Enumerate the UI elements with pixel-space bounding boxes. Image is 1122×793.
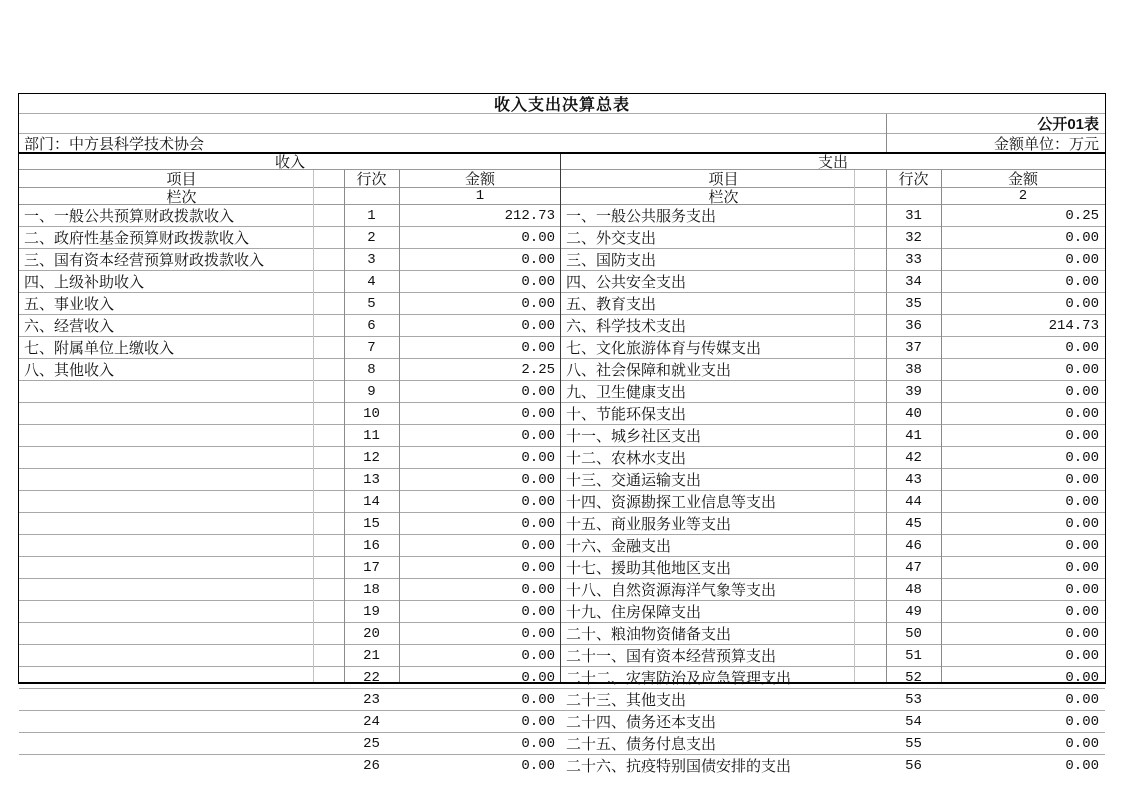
income-line-number: 7 xyxy=(367,339,376,356)
column-header-row xyxy=(19,170,1105,188)
expense-amount: 0.00 xyxy=(1065,625,1099,642)
income-amount: 0.00 xyxy=(521,515,555,532)
expense-amount: 0.00 xyxy=(1065,427,1099,444)
expense-item-label: 十三、交通运输支出 xyxy=(566,472,702,489)
table-row xyxy=(19,271,1105,293)
expense-item-label: 六、科学技术支出 xyxy=(566,318,687,335)
income-amount: 0.00 xyxy=(521,339,555,356)
income-line-number: 21 xyxy=(363,647,380,664)
expense-item-label: 十九、住房保障支出 xyxy=(566,604,702,621)
income-line-header: 行次 xyxy=(356,171,387,187)
income-amount: 0.00 xyxy=(521,383,555,400)
expense-lanci-spacer xyxy=(886,188,941,204)
expense-line-number: 36 xyxy=(905,317,922,334)
income-item-label: 三、国有资本经营预算财政拨款收入 xyxy=(24,252,265,269)
income-item-label xyxy=(19,447,344,468)
income-lanci-label: 栏次 xyxy=(166,188,197,204)
expense-line-header: 行次 xyxy=(898,171,929,187)
income-lanci-spacer xyxy=(344,188,399,204)
income-line-number: 14 xyxy=(363,493,380,510)
expense-item-label: 二十四、债务还本支出 xyxy=(566,714,717,731)
expense-line-number: 52 xyxy=(905,669,922,686)
expense-item-label: 二十二、灾害防治及应急管理支出 xyxy=(566,670,792,687)
income-item-label xyxy=(19,711,344,732)
expense-line-number: 54 xyxy=(905,713,922,730)
income-line-number: 5 xyxy=(367,295,376,312)
income-line-number: 10 xyxy=(363,405,380,422)
expense-item-sub-divider xyxy=(854,170,855,682)
expense-item-label: 十一、城乡社区支出 xyxy=(566,428,702,445)
table-row xyxy=(19,359,1105,381)
income-item-sub-divider xyxy=(313,170,314,682)
expense-amount: 0.00 xyxy=(1065,383,1099,400)
income-item-label xyxy=(19,535,344,556)
expense-lanci-label: 栏次 xyxy=(708,188,739,204)
table-row xyxy=(19,689,1105,711)
table-row xyxy=(19,667,1105,689)
expense-line-number: 32 xyxy=(905,229,922,246)
expense-item-label: 二十五、债务付息支出 xyxy=(566,736,717,753)
income-amount: 0.00 xyxy=(521,295,555,312)
income-item-header: 项目 xyxy=(166,171,197,187)
expense-item-label: 二十六、抗疫特别国债安排的支出 xyxy=(566,758,792,775)
income-item-label: 一、一般公共预算财政拨款收入 xyxy=(24,208,235,225)
income-amount: 0.00 xyxy=(521,449,555,466)
table-row xyxy=(19,447,1105,469)
expense-item-label: 二、外交支出 xyxy=(566,230,657,247)
income-amount: 0.00 xyxy=(521,757,555,774)
income-item-label: 五、事业收入 xyxy=(24,296,115,313)
income-amount: 0.00 xyxy=(521,559,555,576)
income-amount: 0.00 xyxy=(521,427,555,444)
column-index-row xyxy=(19,188,1105,205)
expense-line-number: 35 xyxy=(905,295,922,312)
expense-amount-header: 金额 xyxy=(1007,171,1038,187)
table-row xyxy=(19,733,1105,755)
expense-line-number: 46 xyxy=(905,537,922,554)
income-amount: 0.00 xyxy=(521,471,555,488)
sheet-number-row xyxy=(19,114,1105,134)
expense-item-label: 五、教育支出 xyxy=(566,296,657,313)
table-row xyxy=(19,557,1105,579)
expense-amount: 0.00 xyxy=(1065,713,1099,730)
expense-amount: 0.00 xyxy=(1065,361,1099,378)
expense-item-label: 八、社会保障和就业支出 xyxy=(566,362,732,379)
expense-amount: 0.00 xyxy=(1065,757,1099,774)
income-line-number: 24 xyxy=(363,713,380,730)
income-line-number: 18 xyxy=(363,581,380,598)
expense-line-number: 51 xyxy=(905,647,922,664)
expense-amount: 0.00 xyxy=(1065,669,1099,686)
data-rows xyxy=(19,205,1105,775)
table-row xyxy=(19,535,1105,557)
income-amount: 0.00 xyxy=(521,669,555,686)
expense-line-number: 49 xyxy=(905,603,922,620)
expense-item-label: 九、卫生健康支出 xyxy=(566,384,687,401)
expense-line-number: 50 xyxy=(905,625,922,642)
expense-item-label: 七、文化旅游体育与传媒支出 xyxy=(566,340,762,357)
expense-line-number: 42 xyxy=(905,449,922,466)
expense-item-label: 三、国防支出 xyxy=(566,252,657,269)
table-row xyxy=(19,293,1105,315)
budget-summary-table xyxy=(18,93,1106,775)
expense-amount: 0.00 xyxy=(1065,449,1099,466)
expense-amount: 0.00 xyxy=(1065,405,1099,422)
department-label: 部门：中方县科学技术协会 xyxy=(24,135,205,152)
income-line-number: 12 xyxy=(363,449,380,466)
expense-amount: 0.00 xyxy=(1065,229,1099,246)
income-amount: 0.00 xyxy=(521,273,555,290)
expense-amount: 0.00 xyxy=(1065,581,1099,598)
expense-line-number: 31 xyxy=(905,207,922,224)
income-item-label xyxy=(19,623,344,644)
expense-amount: 0.00 xyxy=(1065,515,1099,532)
expense-amount-col-left-border xyxy=(941,170,942,682)
expense-line-number: 38 xyxy=(905,361,922,378)
income-amount: 0.00 xyxy=(521,735,555,752)
table-title-row xyxy=(19,94,1105,114)
expense-line-number: 33 xyxy=(905,251,922,268)
expense-line-number: 55 xyxy=(905,735,922,752)
income-amount: 0.00 xyxy=(521,603,555,620)
expense-amount: 0.00 xyxy=(1065,691,1099,708)
expense-amount: 0.00 xyxy=(1065,735,1099,752)
section-header-row xyxy=(19,154,1105,170)
expense-amount: 214.73 xyxy=(1048,317,1099,334)
department-row xyxy=(19,134,1105,154)
table-row xyxy=(19,601,1105,623)
expense-item-label: 十二、农林水支出 xyxy=(566,450,687,467)
table-row xyxy=(19,425,1105,447)
expense-item-label: 十、节能环保支出 xyxy=(566,406,687,423)
expense-item-label: 二十、粮油物资储备支出 xyxy=(566,626,732,643)
expense-amount: 0.00 xyxy=(1065,251,1099,268)
income-item-label: 八、其他收入 xyxy=(24,362,115,379)
page-title: 收入支出决算总表 xyxy=(493,97,630,114)
income-amount: 0.00 xyxy=(521,625,555,642)
income-line-number: 16 xyxy=(363,537,380,554)
income-amount: 0.00 xyxy=(521,251,555,268)
table-row xyxy=(19,711,1105,733)
expense-line-number: 40 xyxy=(905,405,922,422)
expense-line-number: 43 xyxy=(905,471,922,488)
table-row xyxy=(19,513,1105,535)
income-line-number: 8 xyxy=(367,361,376,378)
income-item-label xyxy=(19,689,344,710)
expense-amount: 0.00 xyxy=(1065,493,1099,510)
expense-section-header: 支出 xyxy=(817,154,848,169)
income-item-label xyxy=(19,425,344,446)
income-line-number: 2 xyxy=(367,229,376,246)
income-item-label: 七、附属单位上缴收入 xyxy=(24,340,175,357)
income-amount: 0.00 xyxy=(521,713,555,730)
income-line-number: 17 xyxy=(363,559,380,576)
income-amount: 0.00 xyxy=(521,691,555,708)
income-amount: 0.00 xyxy=(521,229,555,246)
income-line-number: 20 xyxy=(363,625,380,642)
income-line-number: 4 xyxy=(367,273,376,290)
income-amount: 0.00 xyxy=(521,537,555,554)
income-amount: 0.00 xyxy=(521,317,555,334)
expense-item-label: 二十三、其他支出 xyxy=(566,692,687,709)
income-item-label xyxy=(19,381,344,402)
expense-line-number: 34 xyxy=(905,273,922,290)
income-line-number: 15 xyxy=(363,515,380,532)
expense-amount: 0.00 xyxy=(1065,603,1099,620)
table-row xyxy=(19,381,1105,403)
table-row xyxy=(19,315,1105,337)
income-amount-header: 金额 xyxy=(464,171,495,187)
table-row xyxy=(19,579,1105,601)
expense-item-label: 十五、商业服务业等支出 xyxy=(566,516,732,533)
income-line-number: 3 xyxy=(367,251,376,268)
table-row xyxy=(19,623,1105,645)
income-line-number: 9 xyxy=(367,383,376,400)
expense-item-label: 二十一、国有资本经营预算支出 xyxy=(566,648,777,665)
income-amount: 212.73 xyxy=(504,207,555,224)
expense-line-number: 48 xyxy=(905,581,922,598)
income-amount-col-left-border xyxy=(399,170,400,682)
expense-line-number: 39 xyxy=(905,383,922,400)
table-row xyxy=(19,755,1105,776)
income-line-number: 25 xyxy=(363,735,380,752)
income-item-label xyxy=(19,513,344,534)
table-row xyxy=(19,227,1105,249)
expense-line-number: 45 xyxy=(905,515,922,532)
expense-amount: 0.00 xyxy=(1065,647,1099,664)
sheet-number: 公开01表 xyxy=(1037,116,1099,133)
table-row xyxy=(19,205,1105,227)
table-row xyxy=(19,403,1105,425)
table-row xyxy=(19,469,1105,491)
expense-item-label: 十六、金融支出 xyxy=(566,538,672,555)
income-item-label xyxy=(19,601,344,622)
expense-column-number: 2 xyxy=(1018,188,1028,204)
expense-line-number: 41 xyxy=(905,427,922,444)
income-item-label xyxy=(19,403,344,424)
expense-item-label: 四、公共安全支出 xyxy=(566,274,687,291)
income-item-label xyxy=(19,469,344,490)
income-item-label xyxy=(19,557,344,578)
income-item-label xyxy=(19,579,344,600)
income-line-number: 19 xyxy=(363,603,380,620)
half-divider-line xyxy=(560,154,561,682)
expense-item-label: 一、一般公共服务支出 xyxy=(566,208,717,225)
income-amount: 0.00 xyxy=(521,405,555,422)
expense-line-number: 56 xyxy=(905,757,922,774)
income-line-number: 22 xyxy=(363,669,380,686)
income-amount: 0.00 xyxy=(521,581,555,598)
income-line-col-left-border xyxy=(344,170,345,682)
income-item-label xyxy=(19,755,344,776)
expense-item-label: 十七、援助其他地区支出 xyxy=(566,560,732,577)
income-item-label: 四、上级补助收入 xyxy=(24,274,145,291)
income-section-header: 收入 xyxy=(274,154,305,169)
income-line-number: 11 xyxy=(363,427,380,444)
expense-item-label: 十八、自然资源海洋气象等支出 xyxy=(566,582,777,599)
expense-amount: 0.00 xyxy=(1065,339,1099,356)
income-amount: 2.25 xyxy=(521,361,555,378)
expense-line-col-left-border xyxy=(886,170,887,682)
income-amount: 0.00 xyxy=(521,493,555,510)
table-row xyxy=(19,249,1105,271)
expense-amount: 0.00 xyxy=(1065,471,1099,488)
income-line-number: 1 xyxy=(367,207,376,224)
expense-amount: 0.25 xyxy=(1065,207,1099,224)
income-item-label: 六、经营收入 xyxy=(24,318,115,335)
table-row xyxy=(19,645,1105,667)
expense-line-number: 53 xyxy=(905,691,922,708)
expense-item-label: 十四、资源勘探工业信息等支出 xyxy=(566,494,777,511)
expense-amount: 0.00 xyxy=(1065,273,1099,290)
income-item-label xyxy=(19,733,344,754)
table-row xyxy=(19,337,1105,359)
income-line-number: 6 xyxy=(367,317,376,334)
income-line-number: 23 xyxy=(363,691,380,708)
expense-amount: 0.00 xyxy=(1065,559,1099,576)
expense-line-number: 44 xyxy=(905,493,922,510)
expense-item-header: 项目 xyxy=(708,171,739,187)
income-column-number: 1 xyxy=(475,188,485,204)
expense-line-number: 47 xyxy=(905,559,922,576)
income-line-number: 26 xyxy=(363,757,380,774)
table-row xyxy=(19,491,1105,513)
income-item-label xyxy=(19,667,344,688)
income-item-label: 二、政府性基金预算财政拨款收入 xyxy=(24,230,250,247)
expense-line-number: 37 xyxy=(905,339,922,356)
expense-amount: 0.00 xyxy=(1065,295,1099,312)
income-amount: 0.00 xyxy=(521,647,555,664)
sheet-number-spacer xyxy=(19,114,886,133)
expense-amount: 0.00 xyxy=(1065,537,1099,554)
sheet-number-cell-divider xyxy=(886,114,887,152)
income-line-number: 13 xyxy=(363,471,380,488)
unit-label: 金额单位：万元 xyxy=(993,135,1099,152)
income-item-label xyxy=(19,645,344,666)
income-item-label xyxy=(19,491,344,512)
